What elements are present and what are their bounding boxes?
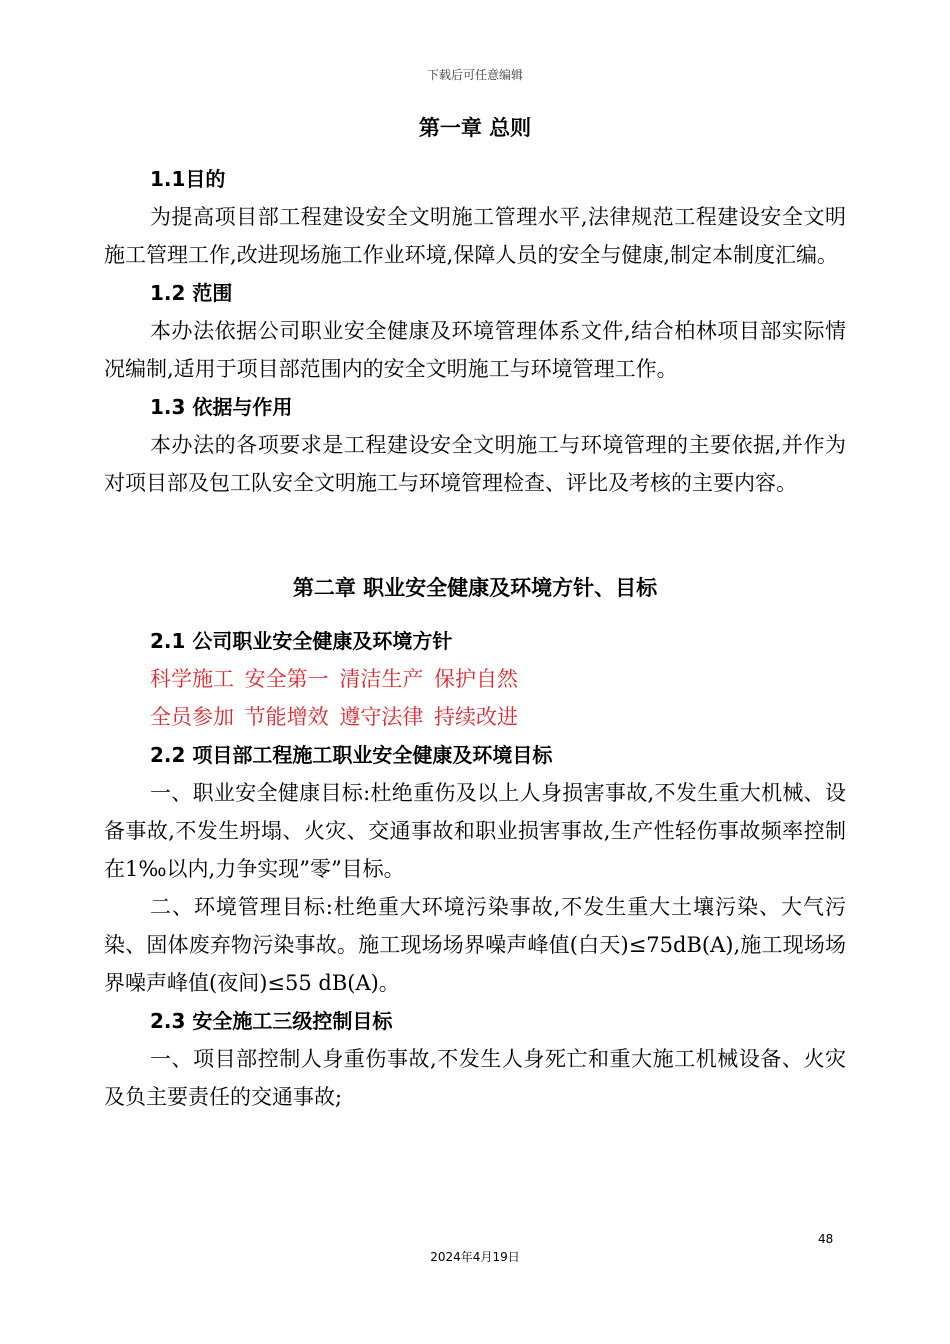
section-1-3-heading: 1.3 依据与作用	[150, 395, 293, 419]
section-2-1-heading: 2.1 公司职业安全健康及环境方针	[150, 629, 453, 653]
section-1-1-heading: 1.1目的	[150, 167, 226, 191]
section-2-3-para-1: 一、项目部控制人身重伤事故,不发生人身死亡和重大施工机械设备、火灾及负主要责任的交通事故;	[104, 1047, 846, 1109]
section-2-2-heading: 2.2 项目部工程施工职业安全健康及环境目标	[150, 743, 553, 767]
policy-motto-line-2: 全员参加 节能增效 遵守法律 持续改进	[150, 705, 519, 729]
chapter2-title: 第二章 职业安全健康及环境方针、目标	[292, 576, 658, 600]
section-1-1-text: 为提高项目部工程建设安全文明施工管理水平,法律规范工程建设安全文明施工管理工作,改进现场施工作业环境,保障人员的安全与健康,制定本制度汇编。	[104, 205, 846, 267]
footer-date: 2024年4月19日	[430, 1250, 520, 1264]
page-number: 48	[818, 1232, 834, 1246]
section-1-3-text: 本办法的各项要求是工程建设安全文明施工与环境管理的主要依据,并作为对项目部及包工队安全文明施工与环境管理检查、评比及考核的主要内容。	[104, 433, 846, 495]
section-2-2-para-2: 二、环境管理目标:杜绝重大环境污染事故,不发生重大土壤污染、大气污染、固体废弃物污染事故。施工现场场界噪声峰值(白天)≤75dB(A),施工现场场界噪声峰值(夜间)≤55 dB(A)。	[104, 895, 846, 995]
section-1-2-text: 本办法依据公司职业安全健康及环境管理体系文件,结合柏林项目部实际情况编制,适用于项目部范围内的安全文明施工与环境管理工作。	[104, 319, 846, 381]
header-note: 下载后可任意编辑	[426, 68, 523, 82]
section-2-2-para-1: 一、职业安全健康目标:杜绝重伤及以上人身损害事故,不发生重大机械、设备事故,不发生坍塌、火灾、交通事故和职业损害事故,生产性轻伤事故频率控制在1‰以内,力争实现”零”目标。	[104, 781, 846, 881]
policy-motto-line-1: 科学施工 安全第一 清洁生产 保护自然	[150, 667, 519, 691]
chapter1-title: 第一章 总则	[418, 116, 532, 140]
section-2-3-heading: 2.3 安全施工三级控制目标	[150, 1009, 393, 1033]
document-body	[104, 108, 846, 1116]
section-1-2-heading: 1.2 范围	[150, 281, 233, 305]
